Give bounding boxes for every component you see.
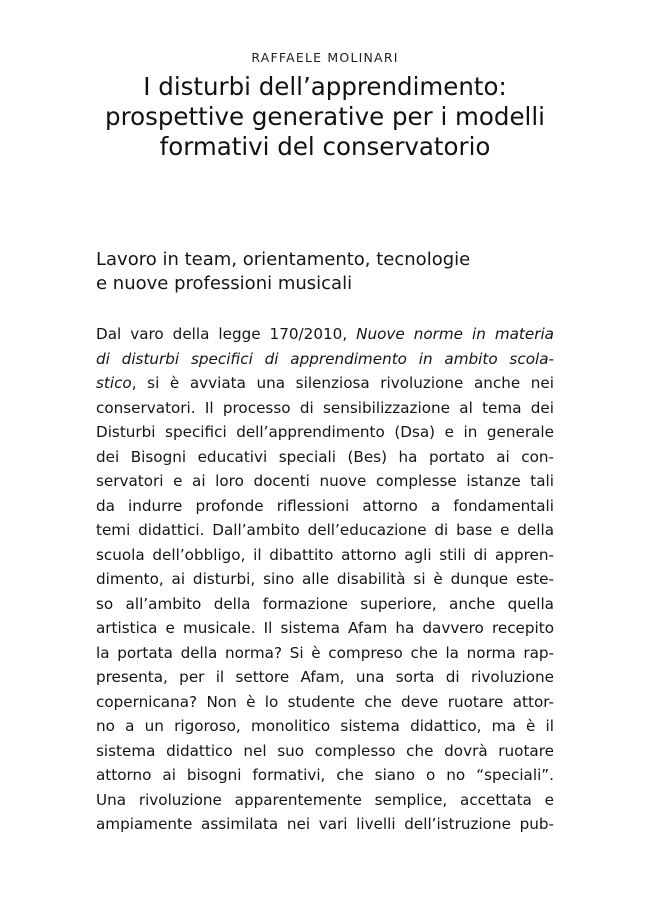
text-line: sistema didattico nel suo complesso che dovrà ruotare	[96, 741, 554, 760]
text-run: , si è avviata una silenziosa rivoluzione anche nei	[131, 374, 554, 392]
author-name: RAFFAELE MOLINARI	[251, 50, 399, 65]
text-line: attorno ai bisogni formativi, che siano o no “speciali”.	[96, 766, 554, 784]
law-title-italic: stico	[96, 374, 132, 392]
text-line: la portata della norma? Si è compreso che la norma rap-	[96, 643, 554, 662]
text-line: Disturbi specifici dell’apprendimento (Dsa) e in generale	[96, 423, 554, 441]
text-line: presenta, per il settore Afam, una sorta di rivoluzione	[96, 668, 554, 686]
text-line: no a un rigoroso, monolitico sistema didattico, ma è il	[96, 717, 554, 735]
text-line: artistica e musicale. Il sistema Afam ha davvero recepito	[96, 619, 554, 637]
section-heading	[96, 248, 566, 296]
text-line: dimento, ai disturbi, sino alle disabilità si è dunque este-	[96, 570, 554, 588]
body-paragraph	[96, 322, 554, 837]
text-line: so all’ambito della formazione superiore, anche quella	[96, 594, 554, 613]
chapter-title	[60, 72, 590, 162]
text-line: scuola dell’obbligo, il dibattito attorno agli stili di appren-	[96, 545, 554, 564]
chapter-title-line: I disturbi dell’apprendimento:	[143, 72, 507, 101]
text-line: dei Bisogni educativi speciali (Bes) ha portato ai con-	[96, 447, 554, 466]
chapter-title-line: formativi del conservatorio	[159, 132, 491, 161]
text-line: temi didattici. Dall’ambito dell’educazione di base e della	[96, 521, 554, 539]
text-line: Una rivoluzione apparentemente semplice, accettata e	[96, 790, 554, 809]
chapter-title-line: prospettive generative per i modelli	[105, 102, 545, 131]
section-heading-line: Lavoro in team, orientamento, tecnologie	[96, 249, 471, 270]
text-line: servatori e ai loro docenti nuove complesse istanze tali	[96, 472, 554, 490]
text-line: conservatori. Il processo di sensibilizzazione al tema dei	[96, 398, 554, 417]
text-line	[96, 347, 554, 372]
text-line: ampiamente assimilata nei vari livelli dell’istruzione pub-	[96, 815, 554, 833]
section-heading-line: e nuove professioni musicali	[96, 273, 353, 294]
law-title-italic: Nuove norme in materia	[356, 325, 554, 343]
text-line: copernicana? Non è lo studente che deve ruotare attor-	[96, 692, 554, 711]
text-line	[96, 371, 554, 396]
text-line: da indurre profonde riflessioni attorno a fondamentali	[96, 496, 554, 515]
text-line	[96, 322, 554, 347]
text-run: Dal varo della legge 170/2010,	[96, 325, 357, 343]
law-title-italic: di disturbi specifici di apprendimento in ambito scola-	[96, 349, 554, 368]
